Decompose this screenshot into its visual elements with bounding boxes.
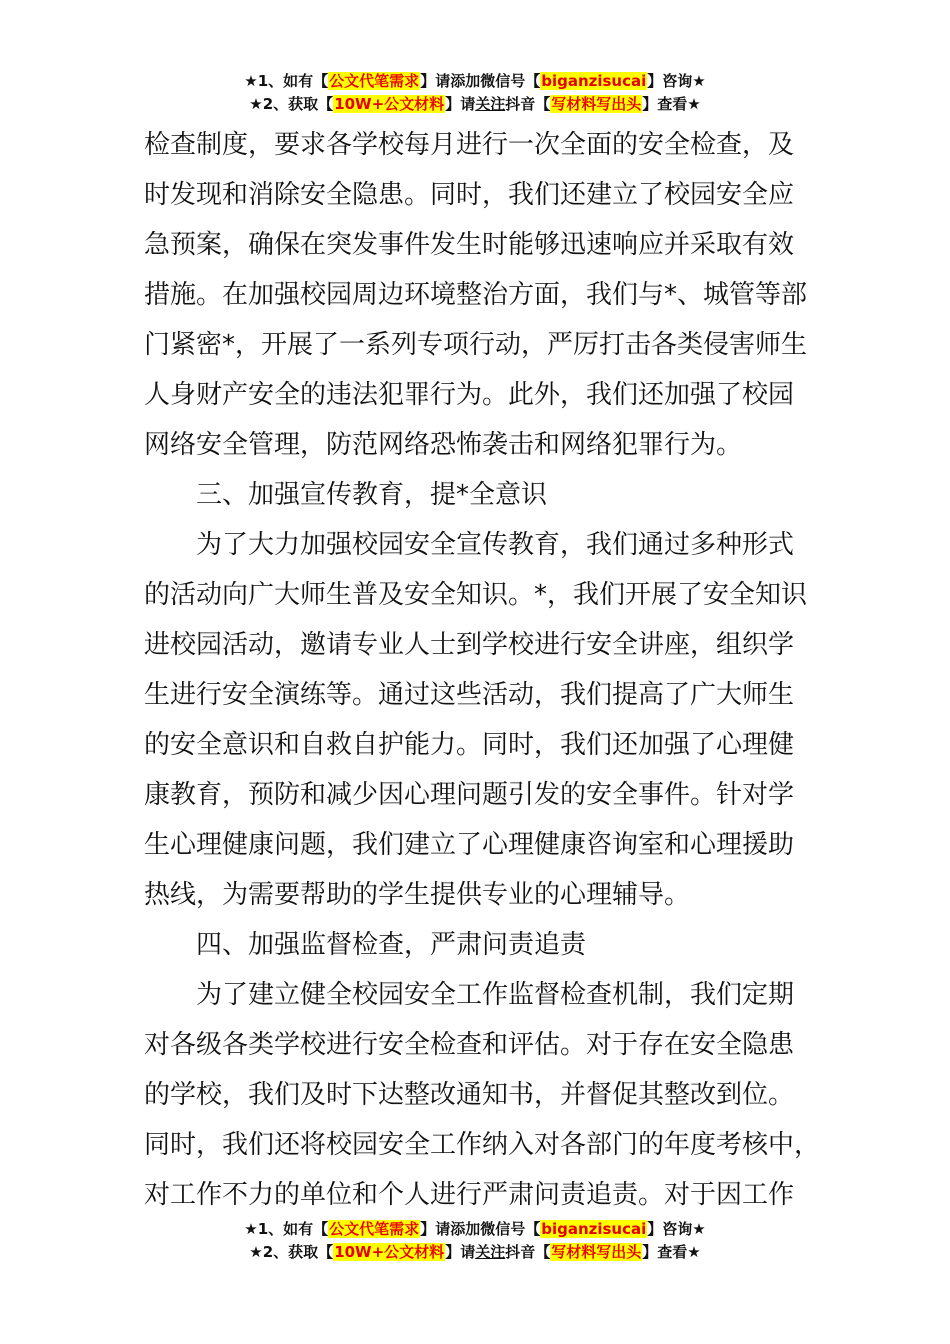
highlight-materials: 10W+公文材料 <box>334 1243 445 1261</box>
header-banner-line-1: ★1、如有【公文代笔需求】请添加微信号【biganzisucai】咨询★ <box>244 72 706 90</box>
douyin-account: 写材料写出头 <box>551 95 642 113</box>
highlight-ghostwriting: 公文代笔需求 <box>329 1220 420 1238</box>
text-line: 检查制度，要求各学校每月进行一次全面的安全检查，及 <box>144 130 795 160</box>
text-line: 的安全意识和自救自护能力。同时，我们还加强了心理健 <box>144 730 795 760</box>
text-line: 人身财产安全的违法犯罪行为。此外，我们还加强了校园 <box>144 380 795 410</box>
highlight-materials: 10W+公文材料 <box>334 95 445 113</box>
text-line: 措施。在加强校园周边环境整治方面，我们与*、城管等部 <box>144 280 808 310</box>
wechat-id: biganzisucai <box>541 1220 647 1238</box>
follow-text: 关注 <box>475 95 506 113</box>
text-line: 对工作不力的单位和个人进行严肃问责追责。对于因工作 <box>144 1180 795 1210</box>
header-banner-line-2: ★2、获取【10W+公文材料】请关注抖音【写材料写出头】查看★ <box>249 95 701 113</box>
text-line: 网络安全管理，防范网络恐怖袭击和网络犯罪行为。 <box>144 430 743 460</box>
footer-banner-line-1: ★1、如有【公文代笔需求】请添加微信号【biganzisucai】咨询★ <box>244 1220 706 1238</box>
text-line: 生心理健康问题，我们建立了心理健康咨询室和心理援助 <box>144 830 795 860</box>
text-line: 康教育，预防和减少因心理问题引发的安全事件。针对学 <box>144 780 795 810</box>
douyin-account: 写材料写出头 <box>551 1243 642 1261</box>
footer-banner-line-2: ★2、获取【10W+公文材料】请关注抖音【写材料写出头】查看★ <box>249 1243 701 1261</box>
wechat-id: biganzisucai <box>541 72 647 90</box>
text-line: 生进行安全演练等。通过这些活动，我们提高了广大师生 <box>144 680 795 710</box>
text-line: 进校园活动，邀请专业人士到学校进行安全讲座，组织学 <box>144 630 795 660</box>
text-line: 的学校，我们及时下达整改通知书，并督促其整改到位。 <box>144 1080 795 1110</box>
follow-text: 关注 <box>475 1243 506 1261</box>
document-body <box>144 120 821 1220</box>
text-line: 门紧密*，开展了一系列专项行动，严厉打击各类侵害师生 <box>144 330 808 360</box>
text-line: 为了大力加强校园安全宣传教育，我们通过多种形式 <box>196 530 795 560</box>
text-line: 热线，为需要帮助的学生提供专业的心理辅导。 <box>144 880 691 910</box>
section-heading-3: 三、加强宣传教育，提*全意识 <box>196 480 548 510</box>
footer-banner <box>0 1218 950 1264</box>
text-line: 为了建立健全校园安全工作监督检查机制，我们定期 <box>196 980 795 1010</box>
text-line: 时发现和消除安全隐患。同时，我们还建立了校园安全应 <box>144 180 795 210</box>
text-line: 急预案，确保在突发事件发生时能够迅速响应并采取有效 <box>144 230 795 260</box>
text-line: 的活动向广大师生普及安全知识。*，我们开展了安全知识 <box>144 580 808 610</box>
text-line: 同时，我们还将校园安全工作纳入对各部门的年度考核中， <box>144 1130 821 1160</box>
header-banner <box>0 70 950 116</box>
highlight-ghostwriting: 公文代笔需求 <box>329 72 420 90</box>
section-heading-4: 四、加强监督检查，严肃问责追责 <box>196 930 587 960</box>
text-line: 对各级各类学校进行安全检查和评估。对于存在安全隐患 <box>144 1030 795 1060</box>
